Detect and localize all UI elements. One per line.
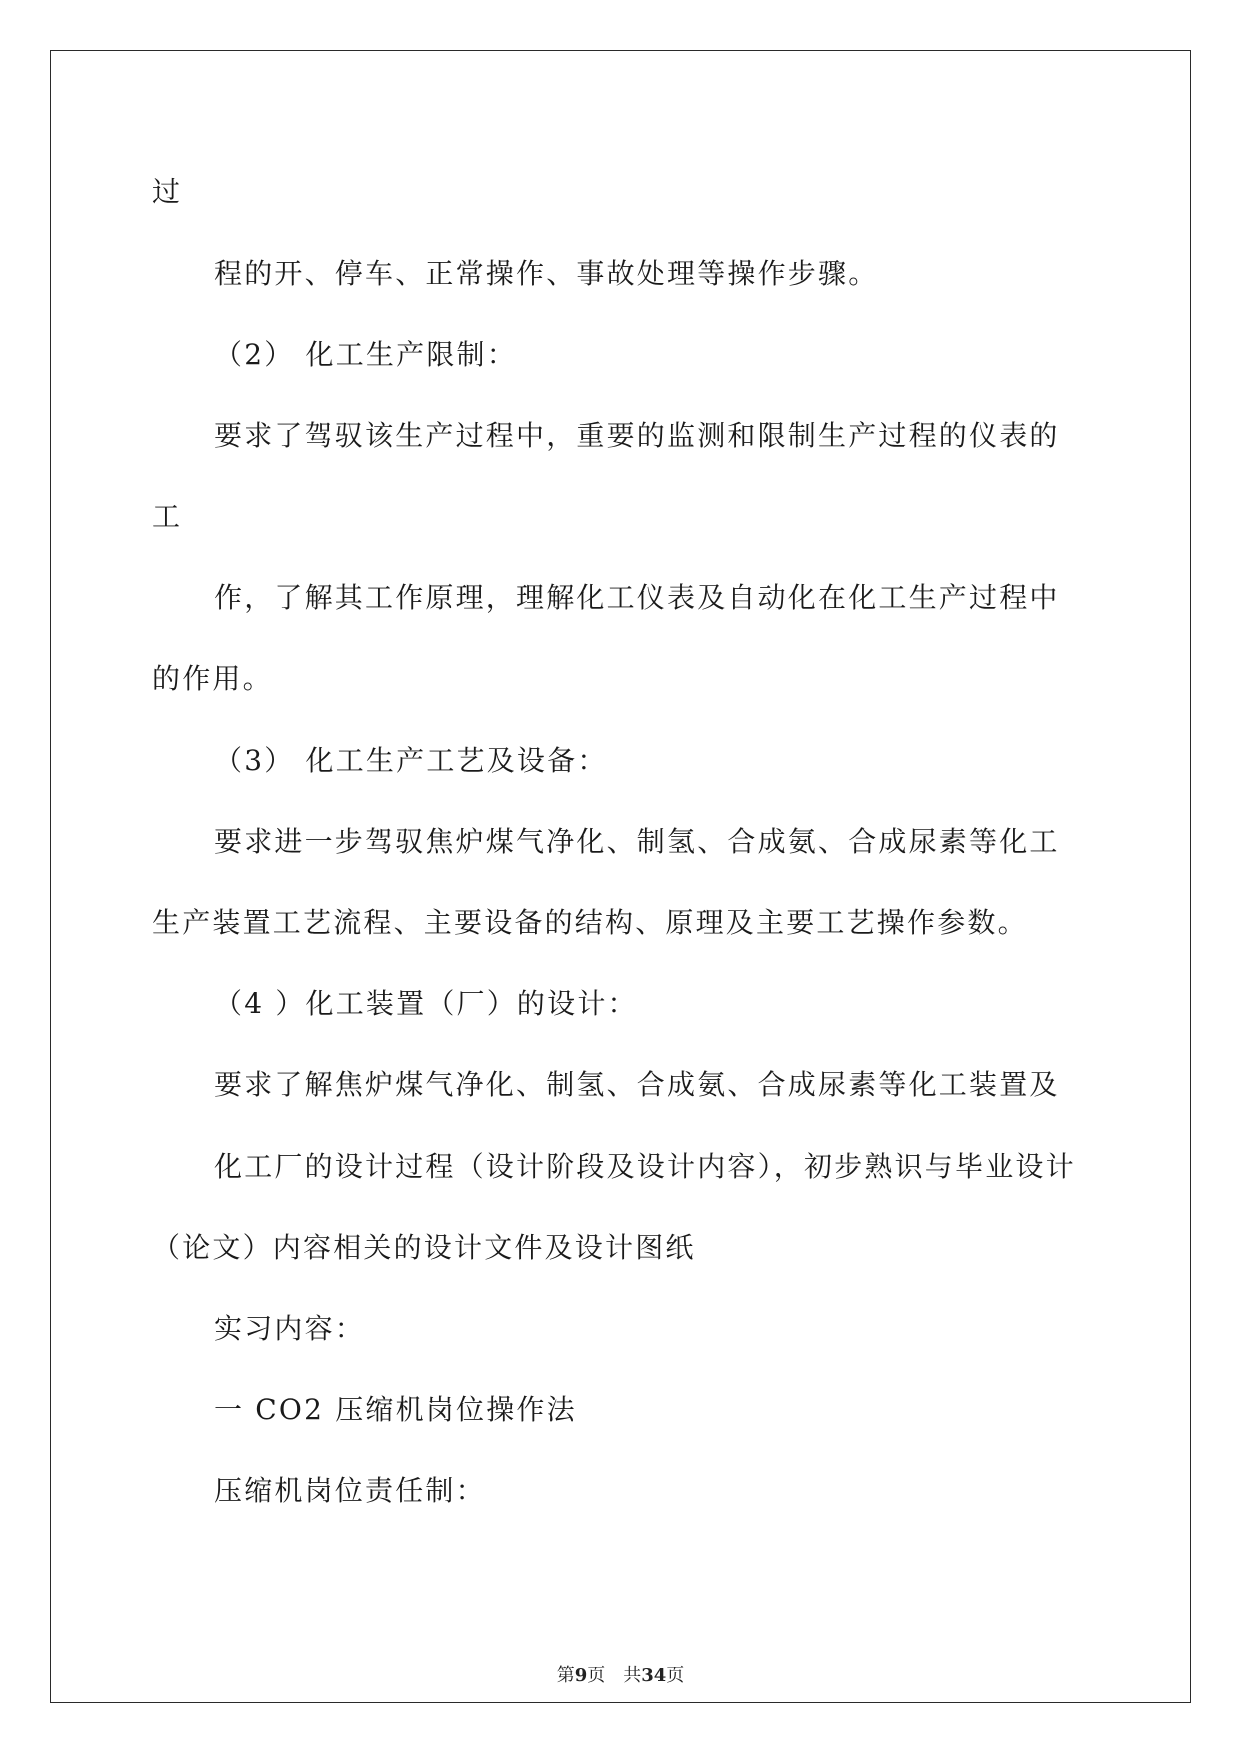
- page-footer: [0, 1664, 1241, 1688]
- text-line: （论文）内容相关的设计文件及设计图纸: [152, 1231, 696, 1264]
- page-prefix: 第: [556, 1665, 575, 1686]
- text-line: 的作用。: [152, 662, 273, 695]
- text-line: 工: [152, 500, 183, 533]
- page-suffix: 页: [587, 1665, 606, 1686]
- text-line: 压缩机岗位责任制：: [214, 1474, 486, 1507]
- text-line: 作，了解其工作原理，理解化工仪表及自动化在化工生产过程中: [214, 581, 1060, 614]
- total-suffix: 页: [666, 1665, 685, 1686]
- text-line: 生产装置工艺流程、主要设备的结构、原理及主要工艺操作参数。: [152, 906, 1028, 939]
- heading-item-2: （2） 化工生产限制：: [214, 338, 517, 371]
- page-border: [50, 50, 1191, 1703]
- heading-item-4: （4 ）化工装置（厂）的设计：: [214, 987, 638, 1020]
- page-number: 9: [574, 1665, 588, 1686]
- total-prefix: 共: [623, 1665, 642, 1686]
- text-line: 程的开、停车、正常操作、事故处理等操作步骤。: [214, 257, 879, 290]
- text-line: 要求了解焦炉煤气净化、制氢、合成氨、合成尿素等化工装置及: [214, 1068, 1060, 1101]
- heading-item-3: （3） 化工生产工艺及设备：: [214, 744, 608, 777]
- subsection-heading: 一 CO2 压缩机岗位操作法: [214, 1393, 577, 1426]
- text-line: 过: [152, 175, 183, 208]
- text-line: 化工厂的设计过程（设计阶段及设计内容），初步熟识与毕业设计: [214, 1150, 1076, 1183]
- text-line: 要求了驾驭该生产过程中，重要的监测和限制生产过程的仪表的: [214, 419, 1060, 452]
- total-pages: 34: [641, 1665, 667, 1686]
- text-line: 要求进一步驾驭焦炉煤气净化、制氢、合成氨、合成尿素等化工: [214, 825, 1060, 858]
- section-heading: 实习内容：: [214, 1312, 366, 1345]
